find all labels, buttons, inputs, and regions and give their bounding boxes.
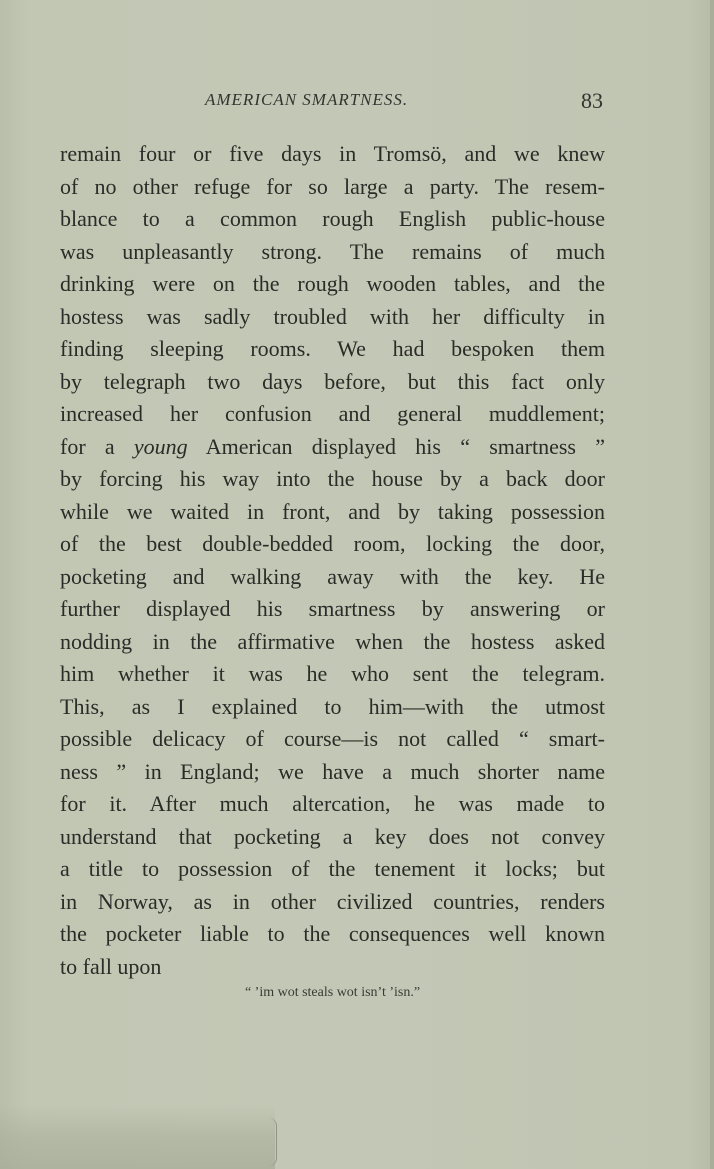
running-head-title: AMERICAN SMARTNESS. (205, 90, 409, 109)
text-line: was unpleasantly strong. The remains of much (60, 238, 605, 264)
text-line: blance to a common rough English public-house (60, 206, 605, 231)
text-line: while we waited in front, and by taking possession (60, 498, 605, 524)
text-line: of the best double-bedded room, locking the door, (60, 531, 605, 556)
text-line: This, as I explained to him—with the utmost (60, 693, 605, 719)
text-line: understand that pocketing a key does not convey (60, 823, 605, 849)
text-line: increased her confusion and general muddlement; (60, 401, 605, 426)
text-line: finding sleeping rooms. We had bespoken them (60, 336, 605, 361)
text-line: nodding in the affirmative when the hostess asked (60, 628, 605, 654)
page-number: 83 (581, 88, 603, 113)
text-line: in Norway, as in other civilized countries, renders (60, 888, 605, 914)
text-line: further displayed his smartness by answering or (60, 596, 605, 621)
binding-mark (266, 1118, 277, 1166)
text-line: the pocketer liable to the consequences well known (60, 921, 605, 946)
page-edge (710, 0, 714, 1169)
italic-word: young (133, 433, 188, 459)
line-suffix: American displayed his “ smartness ” (187, 433, 605, 459)
text-line: a title to possession of the tenement it locks; but (60, 856, 605, 881)
text-line: possible delicacy of course—is not called “ smart- (60, 726, 605, 751)
text-line: pocketing and walking away with the key. He (60, 563, 605, 589)
text-line: for it. After much altercation, he was made to (60, 791, 605, 816)
text-line-with-italic (60, 431, 605, 464)
body-text (60, 138, 605, 983)
text-line: ness ” in England; we have a much shorter name (60, 758, 605, 784)
block-quote: “ ’im wot steals wot isn’t ’isn.” (244, 985, 421, 1000)
text-line: remain four or five days in Tromsö, and we knew (60, 141, 605, 166)
running-head (60, 88, 605, 118)
line-prefix: for a (60, 433, 134, 459)
text-line: to fall upon (60, 953, 162, 979)
text-line: by telegraph two days before, but this fact only (60, 368, 605, 394)
text-line: drinking were on the rough wooden tables, and the (60, 271, 605, 296)
text-line: hostess was sadly troubled with her difficulty in (60, 303, 605, 329)
text-line: him whether it was he who sent the telegram. (60, 661, 605, 686)
text-line: of no other refuge for so large a party. The resem- (60, 173, 605, 199)
text-line: by forcing his way into the house by a back door (60, 466, 605, 491)
page-stain (0, 1105, 275, 1169)
